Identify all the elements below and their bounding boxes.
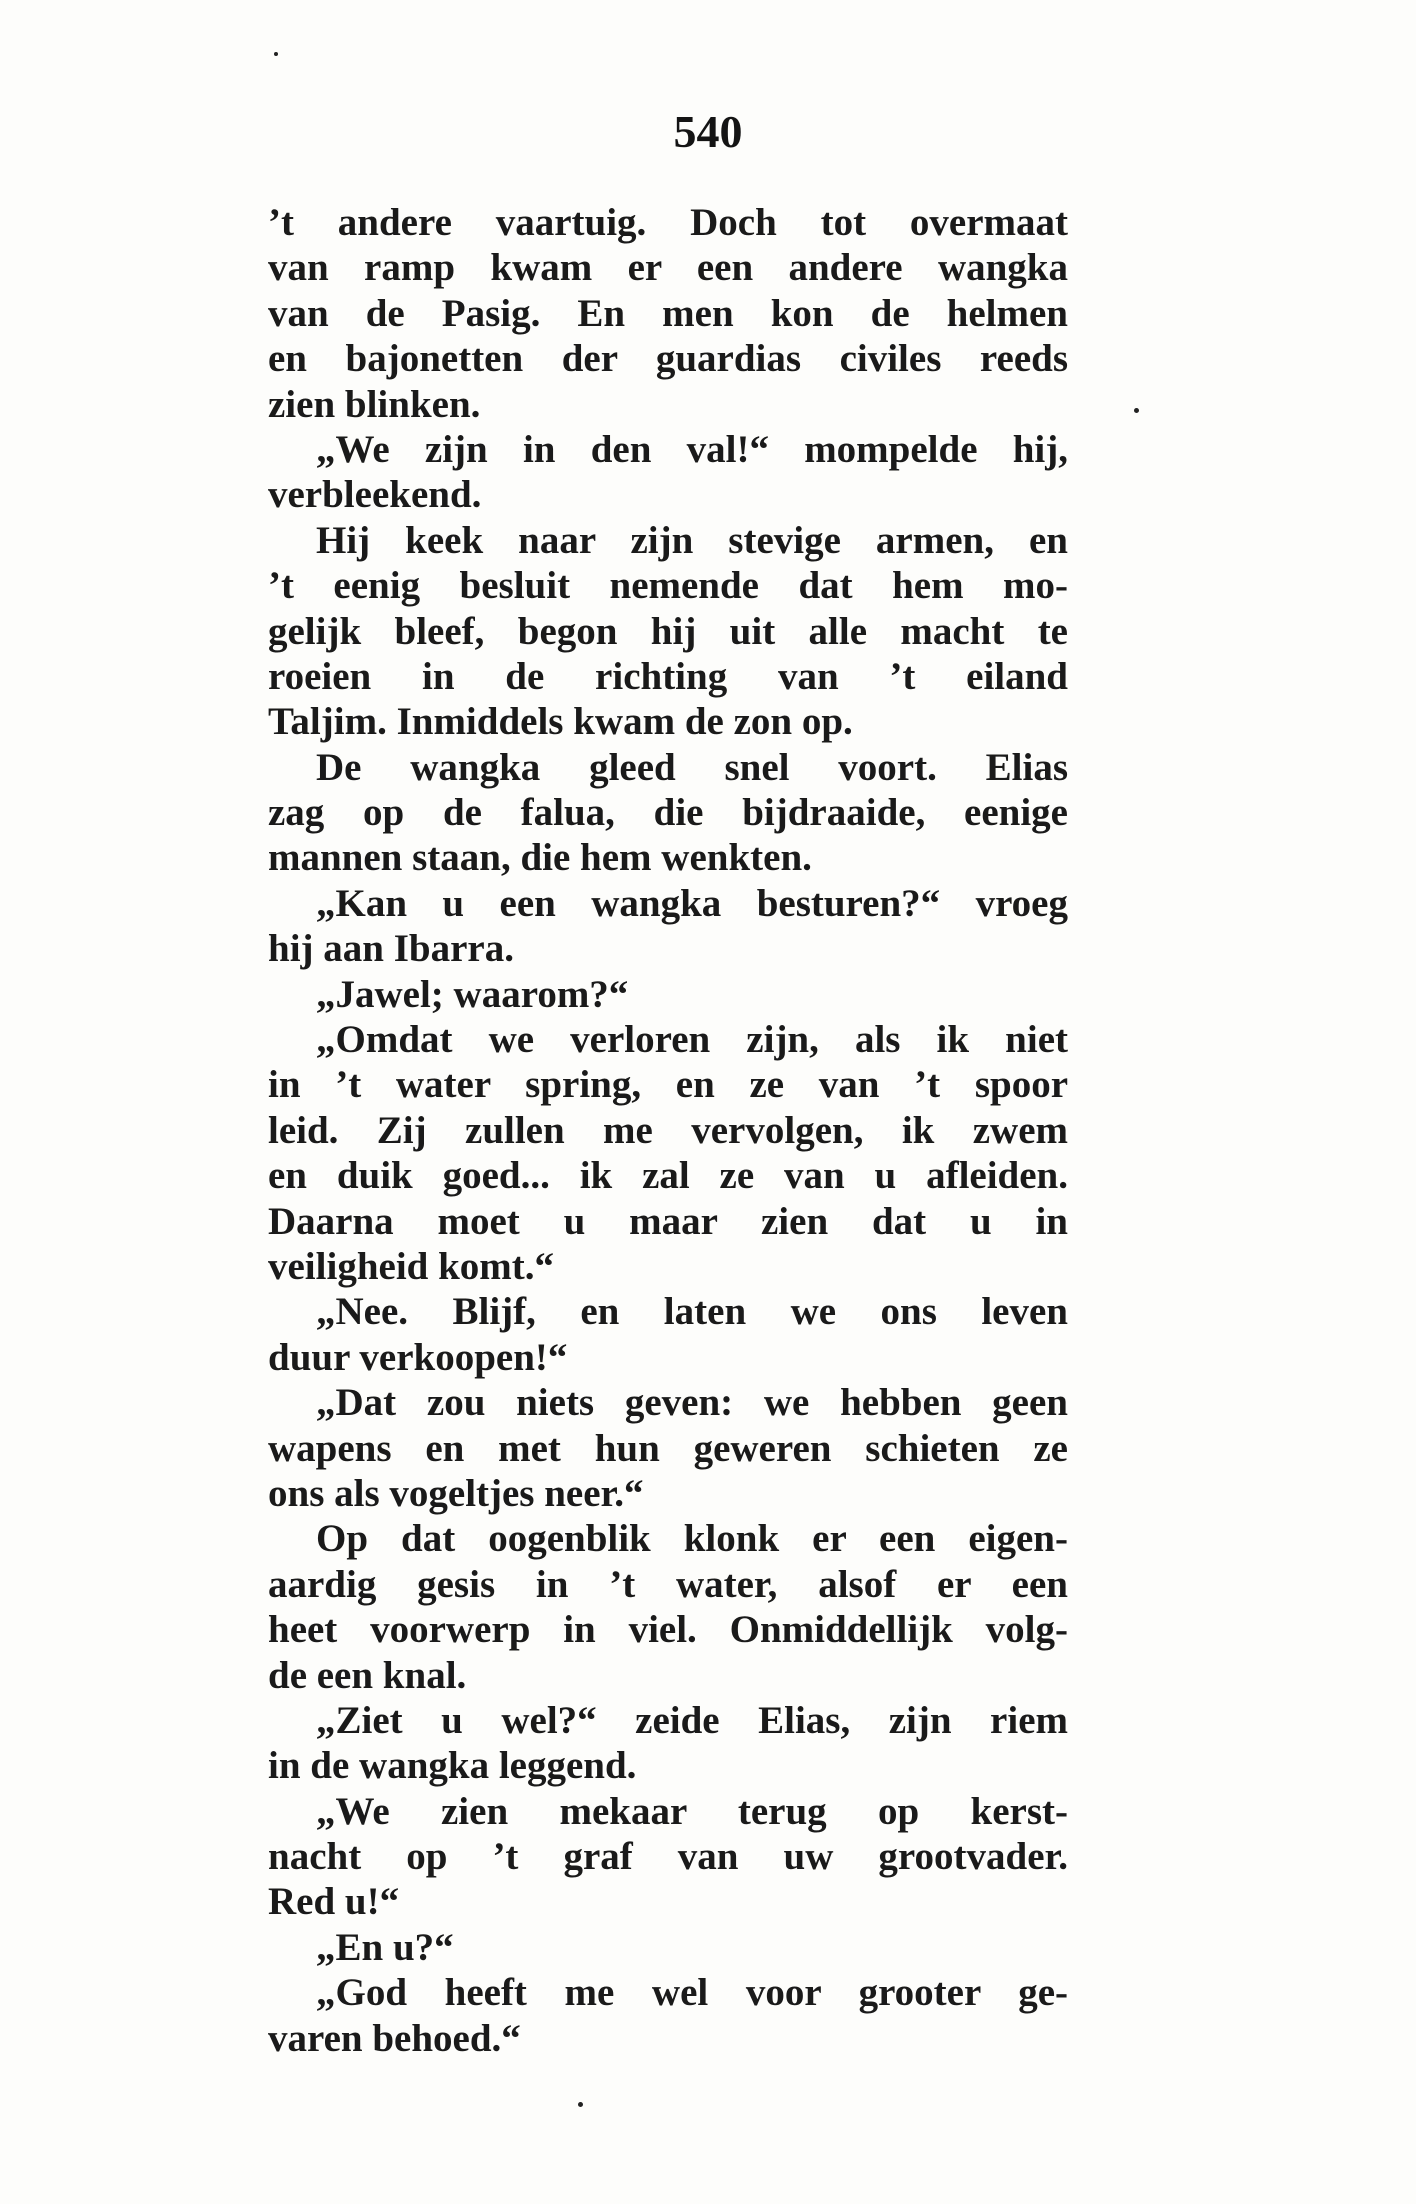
text-line: zag op de falua, die bijdraaide, eenige xyxy=(268,791,1068,835)
text-line: wapens en met hun geweren schieten ze xyxy=(268,1426,1068,1470)
text-line: „Nee. Blijf, en laten we ons leven xyxy=(316,1290,1068,1334)
text-line: ons als vogeltjes neer.“ xyxy=(268,1471,644,1515)
text-line: roeien in de richting van ’t eiland xyxy=(268,654,1068,698)
text-line: nacht op ’t graf van uw grootvader. xyxy=(268,1835,1068,1879)
print-speck xyxy=(578,2102,583,2107)
text-line: Op dat oogenblik klonk er een eigen- xyxy=(316,1517,1068,1561)
text-line: veiligheid komt.“ xyxy=(268,1244,555,1288)
page-number: 540 xyxy=(673,106,743,157)
text-line: hij aan Ibarra. xyxy=(268,927,514,971)
text-line: „Dat zou niets geven: we hebben geen xyxy=(316,1381,1068,1425)
text-line: in de wangka leggend. xyxy=(268,1744,637,1788)
text-line: „God heeft me wel voor grooter ge- xyxy=(316,1971,1068,2015)
text-line: mannen staan, die hem wenkten. xyxy=(268,836,812,880)
print-speck xyxy=(274,52,278,56)
text-line: heet voorwerp in viel. Onmiddellijk volg- xyxy=(268,1608,1068,1652)
text-line: ’t andere vaartuig. Doch tot overmaat xyxy=(268,201,1068,244)
text-line: „Ziet u wel?“ zeide Elias, zijn riem xyxy=(316,1698,1068,1742)
text-line: Daarna moet u maar zien dat u in xyxy=(268,1199,1068,1243)
text-line: „We zien mekaar terug op kerst- xyxy=(316,1789,1068,1833)
text-line: Red u!“ xyxy=(268,1880,400,1924)
text-line: „We zijn in den val!“ mompelde hij, xyxy=(316,427,1068,471)
text-line: De wangka gleed snel voort. Elias xyxy=(316,745,1068,789)
text-line: „Kan u een wangka besturen?“ vroeg xyxy=(316,881,1068,925)
text-line: „Omdat we verloren zijn, als ik niet xyxy=(316,1018,1068,1062)
text-line: ’t eenig besluit nemende dat hem mo- xyxy=(268,564,1068,608)
text-line: gelijk bleef, begon hij uit alle macht te xyxy=(268,609,1068,653)
print-speck xyxy=(1134,408,1139,413)
text-line: leid. Zij zullen me vervolgen, ik zwem xyxy=(268,1108,1068,1152)
text-line: „Jawel; waarom?“ xyxy=(316,972,629,1016)
text-line: „En u?“ xyxy=(316,1925,454,1969)
text-line: in ’t water spring, en ze van ’t spoor xyxy=(268,1063,1068,1107)
text-line: de een knal. xyxy=(268,1653,467,1697)
body-text xyxy=(268,200,1068,2061)
text-line: van de Pasig. En men kon de helmen xyxy=(268,291,1068,335)
text-line: van ramp kwam er een andere wangka xyxy=(268,246,1068,290)
text-line: varen behoed.“ xyxy=(268,2016,521,2060)
text-line: Taljim. Inmiddels kwam de zon op. xyxy=(268,700,853,744)
text-line: zien blinken. xyxy=(268,382,481,426)
text-line: duur verkoopen!“ xyxy=(268,1335,568,1379)
text-line: Hij keek naar zijn stevige armen, en xyxy=(316,518,1068,562)
text-line: en bajonetten der guardias civiles reeds xyxy=(268,337,1068,381)
text-line: aardig gesis in ’t water, alsof er een xyxy=(268,1562,1068,1606)
text-line: en duik goed... ik zal ze van u afleiden. xyxy=(268,1154,1068,1198)
text-line: verbleekend. xyxy=(268,473,482,517)
